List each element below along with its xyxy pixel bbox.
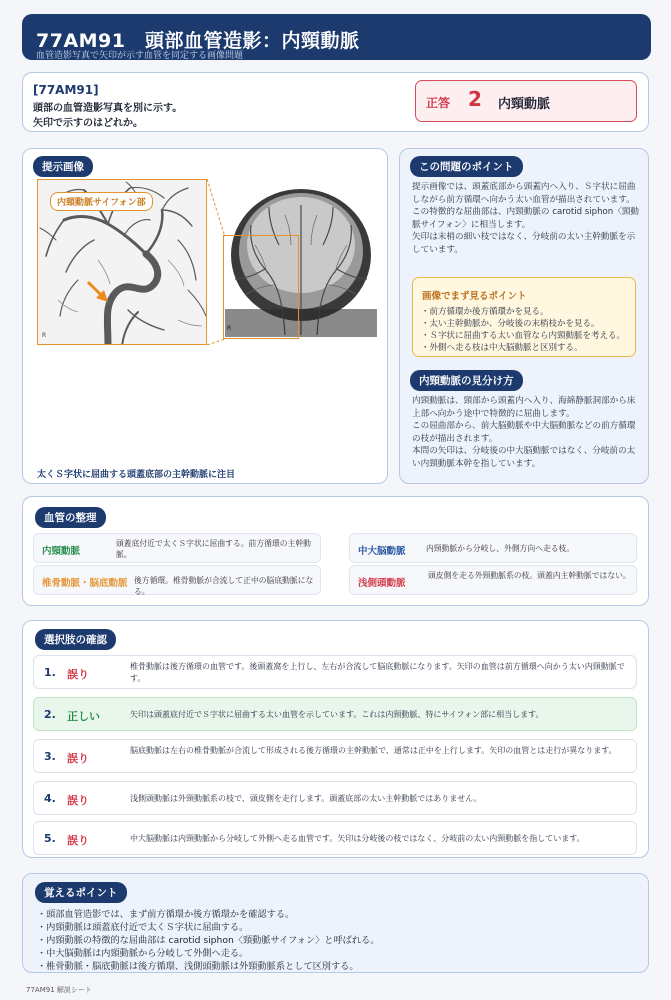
points-panel bbox=[399, 148, 649, 484]
zoom-region-box bbox=[223, 235, 299, 339]
memory-list bbox=[37, 908, 637, 973]
siphon-callout: 内頸動脈サイフォン部 bbox=[50, 192, 153, 211]
question-id: [77AM91] bbox=[33, 83, 99, 97]
vessel-item bbox=[33, 533, 321, 563]
memory-heading: 覚えるポイント bbox=[35, 882, 127, 903]
choice-verdict: 誤り bbox=[67, 752, 89, 765]
focus-item: ・太い主幹動脈か、分岐後の末梢枝かを見る。 bbox=[421, 319, 600, 329]
focus-item: ・前方循環か後方循環かを見る。 bbox=[421, 307, 549, 317]
choice-verdict: 誤り bbox=[67, 668, 89, 681]
focus-list bbox=[421, 306, 633, 354]
footer-text: 77AM91 解説シート bbox=[26, 986, 92, 994]
memory-item: ・内頸動脈の特徴的な屈曲部は carotid siphon〈頸動脈サイフォン〉と呼ばれる。 bbox=[37, 935, 380, 946]
memory-item: ・中大脳動脈は内頸動脈から分岐して外側へ走る。 bbox=[37, 948, 249, 959]
vessel-name: 浅側頭動脈 bbox=[358, 578, 406, 589]
page-title: 77AM91 頭部血管造影：内頸動脈 bbox=[36, 30, 360, 52]
vessels-heading: 血管の整理 bbox=[35, 507, 106, 528]
image-panel bbox=[22, 148, 388, 484]
image-panel-heading: 提示画像 bbox=[33, 156, 93, 177]
vessel-desc: 後方循環。椎骨動脈が合流して正中の脳底動脈になる。 bbox=[134, 576, 314, 596]
memory-item: ・椎骨動脈・脳底動脈は後方循環、浅側頭動脈は外頸動脈系として区別する。 bbox=[37, 961, 359, 972]
answer-label: 正答 bbox=[426, 96, 451, 110]
angiogram-lateral-image bbox=[37, 179, 207, 345]
choice-row-correct bbox=[33, 697, 637, 731]
choice-desc: 椎骨動脈は後方循環の血管です。後頭蓋窩を上行し、左右が合流して脳底動脈になります。矢印の血管は前方循環へ向かう太い内頸動脈です。 bbox=[130, 662, 625, 683]
vessel-desc: 頭皮側を走る外頸動脈系の枝。頭蓋内主幹動脈ではない。 bbox=[428, 571, 631, 580]
vessel-name: 内頸動脈 bbox=[42, 546, 81, 557]
choice-desc: 浅側頭動脈は外頸動脈系の枝で、頭皮側を走行します。頭蓋底部の太い主幹動脈ではありません。 bbox=[130, 794, 482, 803]
vessel-item bbox=[349, 565, 637, 595]
answer-box bbox=[415, 80, 637, 122]
choices-panel bbox=[22, 620, 649, 858]
image-caption: 太くＳ字状に屈曲する頭蓋底部の主幹動脈に注目 bbox=[37, 470, 236, 480]
answer-text: 内頸動脈 bbox=[498, 97, 551, 112]
vessel-name: 椎骨動脈・脳底動脈 bbox=[42, 578, 128, 589]
page-subtitle: 血管造影写真で矢印が示す血管を同定する画像問題 bbox=[36, 51, 244, 61]
choice-row bbox=[33, 821, 637, 855]
focus-box bbox=[412, 277, 636, 357]
choice-verdict: 正しい bbox=[67, 710, 100, 723]
ica-heading: 内頸動脈の見分け方 bbox=[410, 370, 523, 391]
choice-row bbox=[33, 739, 637, 773]
vessels-panel bbox=[22, 496, 649, 606]
choices-heading: 選択肢の確認 bbox=[35, 629, 116, 650]
choice-desc: 脳底動脈は左右の椎骨動脈が合流して形成される後方循環の主幹動脈で、通常は正中を上行します。矢印の血管とは走行が異なります。 bbox=[130, 746, 617, 755]
choice-desc: 矢印は頭蓋底付近でＳ字状に屈曲する太い血管を示しています。これは内頸動脈、特にサイフォン部に相当します。 bbox=[130, 710, 544, 719]
choice-number: 3. bbox=[44, 750, 56, 763]
vessel-item bbox=[33, 565, 321, 595]
points-heading: この問題のポイント bbox=[410, 156, 523, 177]
r-marker-right: R bbox=[227, 325, 232, 332]
choice-number: 1. bbox=[44, 666, 56, 679]
vessel-desc: 内頸動脈から分岐し、外側方向へ走る枝。 bbox=[426, 544, 575, 553]
question-card bbox=[22, 72, 649, 132]
choice-verdict: 誤り bbox=[67, 794, 89, 807]
choice-desc: 中大脳動脈は内頸動脈から分岐して外側へ走る血管です。矢印は分岐後の枝ではなく、分岐前の太い内頸動脈を指しています。 bbox=[130, 834, 585, 843]
choice-row bbox=[33, 781, 637, 815]
memory-item: ・頭部血管造影では、まず前方循環か後方循環かを確認する。 bbox=[37, 909, 295, 920]
focus-title: 画像でまず見るポイント bbox=[422, 291, 527, 302]
ica-body: 内頸動脈は、頸部から頭蓋内へ入り、海綿静脈洞部から床上部へ向かう途中で特徴的に屈曲します。 この屈曲部から、前大脳動脈や中大脳動脈などの前方循環の枝が描出されます。 本問の矢印は、分岐後の中大脳動脈ではなく、分岐前の太い内頸動脈本幹を指しています。 bbox=[412, 396, 636, 469]
memory-item: ・内頸動脈は頭蓋底付近で太くＳ字状に屈曲する。 bbox=[37, 922, 249, 933]
choice-row bbox=[33, 655, 637, 689]
choice-number: 5. bbox=[44, 832, 56, 845]
focus-item: ・Ｓ字状に屈曲する太い血管なら内頸動脈を考える。 bbox=[421, 331, 626, 341]
vessel-item bbox=[349, 533, 637, 563]
answer-number: 2 bbox=[468, 87, 482, 111]
vessel-desc: 頭蓋底付近で太くＳ字状に屈曲する。前方循環の主幹動脈。 bbox=[116, 539, 311, 559]
page-header bbox=[22, 14, 651, 60]
choice-verdict: 誤り bbox=[67, 834, 89, 847]
points-body: 提示画像では、頭蓋底部から頭蓋内へ入り、Ｓ字状に屈曲しながら前方循環へ向かう太い血管が描出されています。 この特徴的な屈曲部は、内頸動脈の carotid siphon〈頸動脈サイフォン〉に相当します。 矢印は末梢の細い枝ではなく、分岐前の太い主幹動脈を示しています。 bbox=[412, 182, 640, 255]
memory-panel bbox=[22, 873, 649, 973]
choice-number: 4. bbox=[44, 792, 56, 805]
vessel-name: 中大脳動脈 bbox=[358, 546, 406, 557]
choice-number: 2. bbox=[44, 708, 56, 721]
r-marker-left: R bbox=[42, 332, 47, 339]
question-text: 頭部の血管造影写真を別に示す。 矢印で示すのはどれか。 bbox=[33, 103, 183, 129]
focus-item: ・外側へ走る枝は中大脳動脈と区別する。 bbox=[421, 343, 583, 353]
